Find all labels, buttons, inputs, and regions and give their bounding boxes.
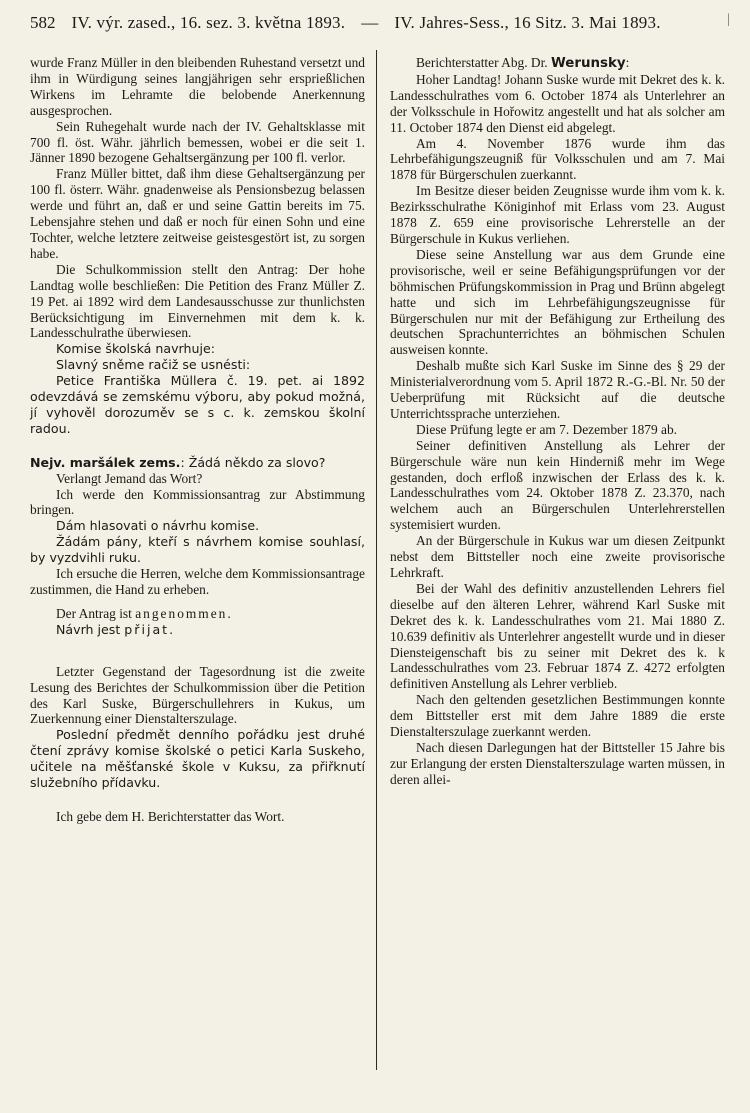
- margin-mark: |: [727, 12, 730, 27]
- header-separator: —: [361, 13, 379, 32]
- header-title-czech: IV. výr. zased., 16. sez. 3. května 1893.: [71, 13, 346, 32]
- spacer: [30, 437, 365, 455]
- paragraph: Deshalb mußte sich Karl Suske im Sinne des § 29 der Ministerialverordnung vom 5. April 1872 R.-G.-Bl. Nr. 50 der Ueberprüfung mit Rücksicht auf die deutsche Unterrichtssprache unterziehen.: [390, 358, 725, 421]
- rapporteur-punct: :: [625, 55, 630, 70]
- paragraph: Bei der Wahl des definitiv anzustellenden Lehrers fiel dieselbe auf den älteren Lehrer, während Karl Suske mit Dekret des k. k. Landesschulrathes vom 21. Mai 1880 Z. 10.639 definitiv als Unterlehrer angestellt wurde und in dieser Diensteigenschaft bis zu seiner mit Dekret des k. k Landesschulrathes vom 23. Februar 1874 Z. 4272 erfolgten definitiven Anstellung als Lehrer verblieb.: [390, 580, 725, 692]
- speaker-line: [30, 455, 365, 471]
- paragraph: Nach den geltenden gesetzlichen Bestimmungen konnte dem Bittsteller erst mit dem Jahre 1889 die erste Dienstalterszulage zuerkannt werden.: [390, 692, 725, 740]
- rapporteur-name: Werunsky: [550, 56, 626, 71]
- rapporteur-title: Berichterstatter Abg. Dr.: [416, 55, 551, 70]
- paragraph: Im Besitze dieser beiden Zeugnisse wurde ihm vom k. k. Bezirksschulrathe Königinhof mit Erlass vom 23. August 1878 Z. 659 eine provisorische Lehrerstelle an der Bürgerschule in Kukus verliehen.: [390, 183, 725, 246]
- result-text: Der Antrag ist: [56, 605, 136, 621]
- result-line-czech: [30, 622, 365, 638]
- spacer: [30, 656, 365, 664]
- speaker-name: Nejv. maršálek zems.: [30, 454, 181, 470]
- spacer: [30, 638, 365, 656]
- right-column: [390, 55, 725, 788]
- czech-paragraph: Poslední předmět denního pořádku jest druhé čtení zprávy komise školské o petici Karla Suskeho, učitele na měšťanské škole v Kuksu, za přiřknutí služebního přídavku.: [30, 727, 365, 791]
- paragraph: Ich gebe dem H. Berichterstatter das Wort.: [56, 808, 285, 824]
- result-line: [30, 606, 365, 622]
- speaker-text: : Žádá někdo za slovo?: [180, 454, 326, 470]
- spacer: [30, 791, 365, 809]
- paragraph: Verlangt Jemand das Wort?: [56, 470, 203, 486]
- paragraph: Franz Müller bittet, daß ihm diese Gehaltsergänzung per 100 fl. österr. Währ. gnadenweise als Pensionsbezug belassen werde und führt an, daß er und seine Gattin bereits im 75. Lebensjahre stehen und daß er noch für einen Sohn und eine Tochter, welche letztere zeitweise geistesgestört ist, zu sorgen habe.: [30, 166, 365, 261]
- page-number: 582: [30, 13, 56, 32]
- spacer: [30, 598, 365, 606]
- header-title-german: IV. Jahres-Sess., 16 Sitz. 3. Mai 1893.: [394, 13, 661, 32]
- czech-paragraph: Petice Františka Müllera č. 19. pet. ai 1892 odevzdává se zemskému výboru, aby pokud možná, jí vyhověl dorozuměv se s c. k. zemskou školní radou.: [30, 373, 365, 436]
- rapporteur-line: [390, 55, 725, 72]
- left-column: [30, 55, 365, 825]
- paragraph: An der Bürgerschule in Kukus war um diesen Zeitpunkt nebst dem Bittsteller noch eine zweite provisorische Lehrkraft.: [390, 533, 725, 580]
- czech-paragraph: Žádám pány, kteří s návrhem komise souhlasí, by vyzdvihli ruku.: [30, 534, 365, 566]
- page-header: [30, 8, 730, 38]
- paragraph: Ich ersuche die Herren, welche dem Kommissionsantrage zustimmen, die Hand zu erheben.: [30, 566, 365, 597]
- paragraph: Hoher Landtag! Johann Suske wurde mit Dekret des k. k. Landesschulrathes vom 6. October 1874 als Unterlehrer an der Volksschule in Hořowitz angestellt und hat als solcher am 11. October 1874 den Dienst eid abgelegt.: [390, 71, 725, 135]
- paragraph: wurde Franz Müller in den bleibenden Ruhestand versetzt und ihm in Würdigung seines langjährigen sehr ersprießlichen Wirkens im Lehramte die belobende Anerkennung ausgesprochen.: [30, 55, 365, 118]
- czech-paragraph: Dám hlasovati o návrhu komise.: [56, 518, 260, 534]
- paragraph: Sein Ruhegehalt wurde nach der IV. Gehaltsklasse mit 700 fl. öst. Währ. jährlich bemessen, wobei er die seit 1. Jänner 1890 bezogene Gehaltsergänzung per 100 fl. verlor.: [30, 118, 365, 166]
- paragraph: Letzter Gegenstand der Tagesordnung ist die zweite Lesung des Berichtes der Schulkommission über die Petition des Karl Suske, Bürgerschullehrers in Kukus, um Zuerkennung einer Dienstalterszulage.: [30, 663, 365, 727]
- paragraph: Diese Prüfung legte er am 7. Dezember 1879 ab.: [416, 421, 678, 437]
- paragraph: Nach diesen Darlegungen hat der Bittsteller 15 Jahre bis zur Erlangung der ersten Dienstalterszulage warten müssen, in deren allei-: [390, 739, 725, 787]
- result-punct: .: [169, 621, 174, 637]
- paragraph: Am 4. November 1876 wurde ihm das Lehrbefähigungszeugniß für Volksschulen und am 7. Mai 1878 für Bürgerschulen zuerkannt.: [390, 135, 725, 183]
- result-text: Návrh jest: [56, 621, 125, 637]
- paragraph: Seiner definitiven Anstellung als Lehrer der Bürgerschule wäre nun kein Hinderniß mehr im Wege gestanden, doch erfloß inzwischen der Erlass des k. k. Landesschulrathes vom 24. Oktober 1878 Z. 23.370, nach welchem auch an Bürgerschulen Unterlehrerstellen systemisiert wurden.: [390, 437, 725, 533]
- result-emphasis: angenommen: [135, 605, 228, 621]
- paragraph: Ich werde den Kommissionsantrag zur Abstimmung bringen.: [30, 486, 365, 518]
- czech-paragraph: Komise školská navrhuje:: [56, 341, 215, 357]
- result-punct: .: [227, 605, 231, 621]
- column-divider: [376, 50, 377, 1070]
- result-emphasis: přijat: [124, 621, 170, 637]
- czech-paragraph: Slavný sněme račiž se usnésti:: [56, 357, 251, 373]
- paragraph: Die Schulkommission stellt den Antrag: Der hohe Landtag wolle beschließen: Die Petition des Franz Müller Z. 19 Pet. ai 1892 wird dem Landesausschusse zur thunlichsten Berücksichtigung im Einvernehmen mit dem k. k. Landesschulrathe überwiesen.: [30, 261, 365, 341]
- paragraph: Diese seine Anstellung war aus dem Grunde eine provisorische, weil er seine Befähigungsprüfungen vor der böhmischen Prüfungskommission in Prag und Brünn abgelegt hatte und sich im Lehrbefähigungszeugnisse für Bürgerschulen nur mit der Befähigung zur Ertheilung des deutschen Sprachunterrichtes an böhmischen Schulen ausweisen konnte.: [390, 246, 725, 358]
